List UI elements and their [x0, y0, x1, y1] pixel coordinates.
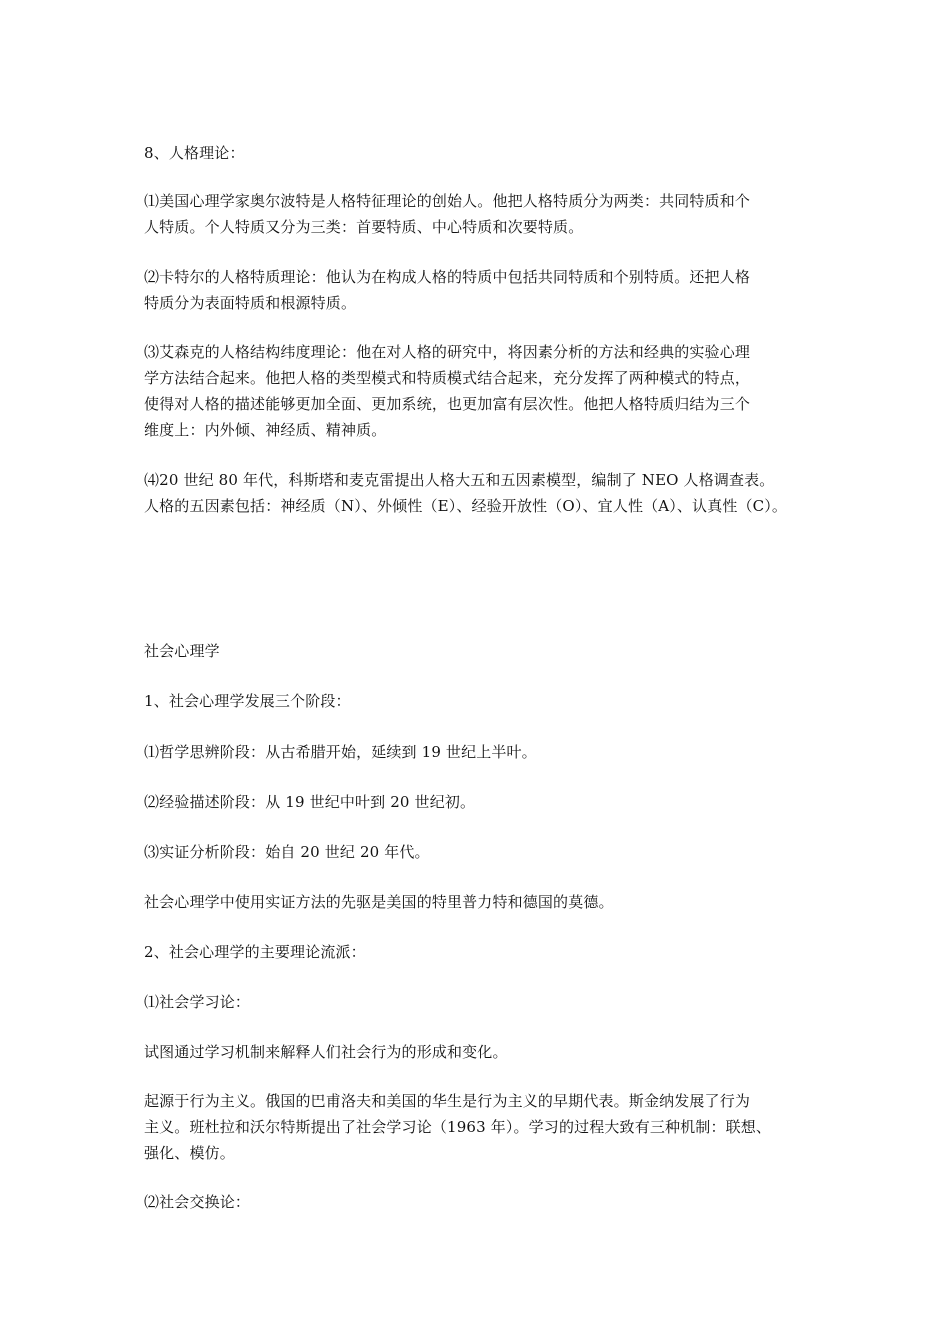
stage-philosophical: ⑴哲学思辨阶段：从古希腊开始，延续到 19 世纪上半叶。	[144, 743, 537, 761]
paragraph-eysenck-line-4: 维度上：内外倾、神经质、精神质。	[144, 421, 387, 439]
theory-social-learning-origin-line-3: 强化、模仿。	[144, 1144, 235, 1162]
section-heading-personality-theory: 8、人格理论：	[144, 144, 245, 162]
paragraph-eysenck-line-1: ⑶艾森克的人格结构纬度理论：他在对人格的研究中，将因素分析的方法和经典的实验心理	[144, 343, 751, 361]
paragraph-big-five-line-1: ⑷20 世纪 80 年代，科斯塔和麦克雷提出人格大五和五因素模型，编制了 NEO 人格调查表。	[144, 471, 775, 489]
heading-theoretical-schools: 2、社会心理学的主要理论流派：	[144, 943, 366, 961]
theory-social-learning-origin-line-1: 起源于行为主义。俄国的巴甫洛夫和美国的华生是行为主义的早期代表。斯金纳发展了行为	[144, 1092, 751, 1110]
paragraph-pioneers: 社会心理学中使用实证方法的先驱是美国的特里普力特和德国的莫德。	[144, 893, 614, 911]
stage-empirical-description: ⑵经验描述阶段：从 19 世纪中叶到 20 世纪初。	[144, 793, 476, 811]
paragraph-big-five-line-2: 人格的五因素包括：神经质（N）、外倾性（E）、经验开放性（O）、宜人性（A）、认真性（C）。	[144, 497, 788, 515]
theory-social-learning-description: 试图通过学习机制来解释人们社会行为的形成和变化。	[144, 1043, 508, 1061]
paragraph-allport-line-2: 人特质。个人特质又分为三类：首要特质、中心特质和次要特质。	[144, 218, 584, 236]
paragraph-cattell-line-2: 特质分为表面特质和根源特质。	[144, 294, 357, 312]
theory-social-learning-title: ⑴社会学习论：	[144, 993, 251, 1011]
paragraph-eysenck-line-2: 学方法结合起来。他把人格的类型模式和特质模式结合起来，充分发挥了两种模式的特点，	[144, 369, 751, 387]
paragraph-cattell-line-1: ⑵卡特尔的人格特质理论：他认为在构成人格的特质中包括共同特质和个别特质。还把人格	[144, 268, 751, 286]
heading-development-stages: 1、社会心理学发展三个阶段：	[144, 692, 351, 710]
paragraph-eysenck-line-3: 使得对人格的描述能够更加全面、更加系统，也更加富有层次性。他把人格特质归结为三个	[144, 395, 751, 413]
section-title-social-psychology: 社会心理学	[144, 642, 220, 660]
theory-social-learning-origin-line-2: 主义。班杜拉和沃尔特斯提出了社会学习论（1963 年）。学习的过程大致有三种机制：联想、	[144, 1118, 772, 1136]
stage-empirical-analysis: ⑶实证分析阶段：始自 20 世纪 20 年代。	[144, 843, 430, 861]
theory-social-exchange-title: ⑵社会交换论：	[144, 1193, 251, 1211]
paragraph-allport-line-1: ⑴美国心理学家奥尔波特是人格特征理论的创始人。他把人格特质分为两类：共同特质和个	[144, 192, 751, 210]
